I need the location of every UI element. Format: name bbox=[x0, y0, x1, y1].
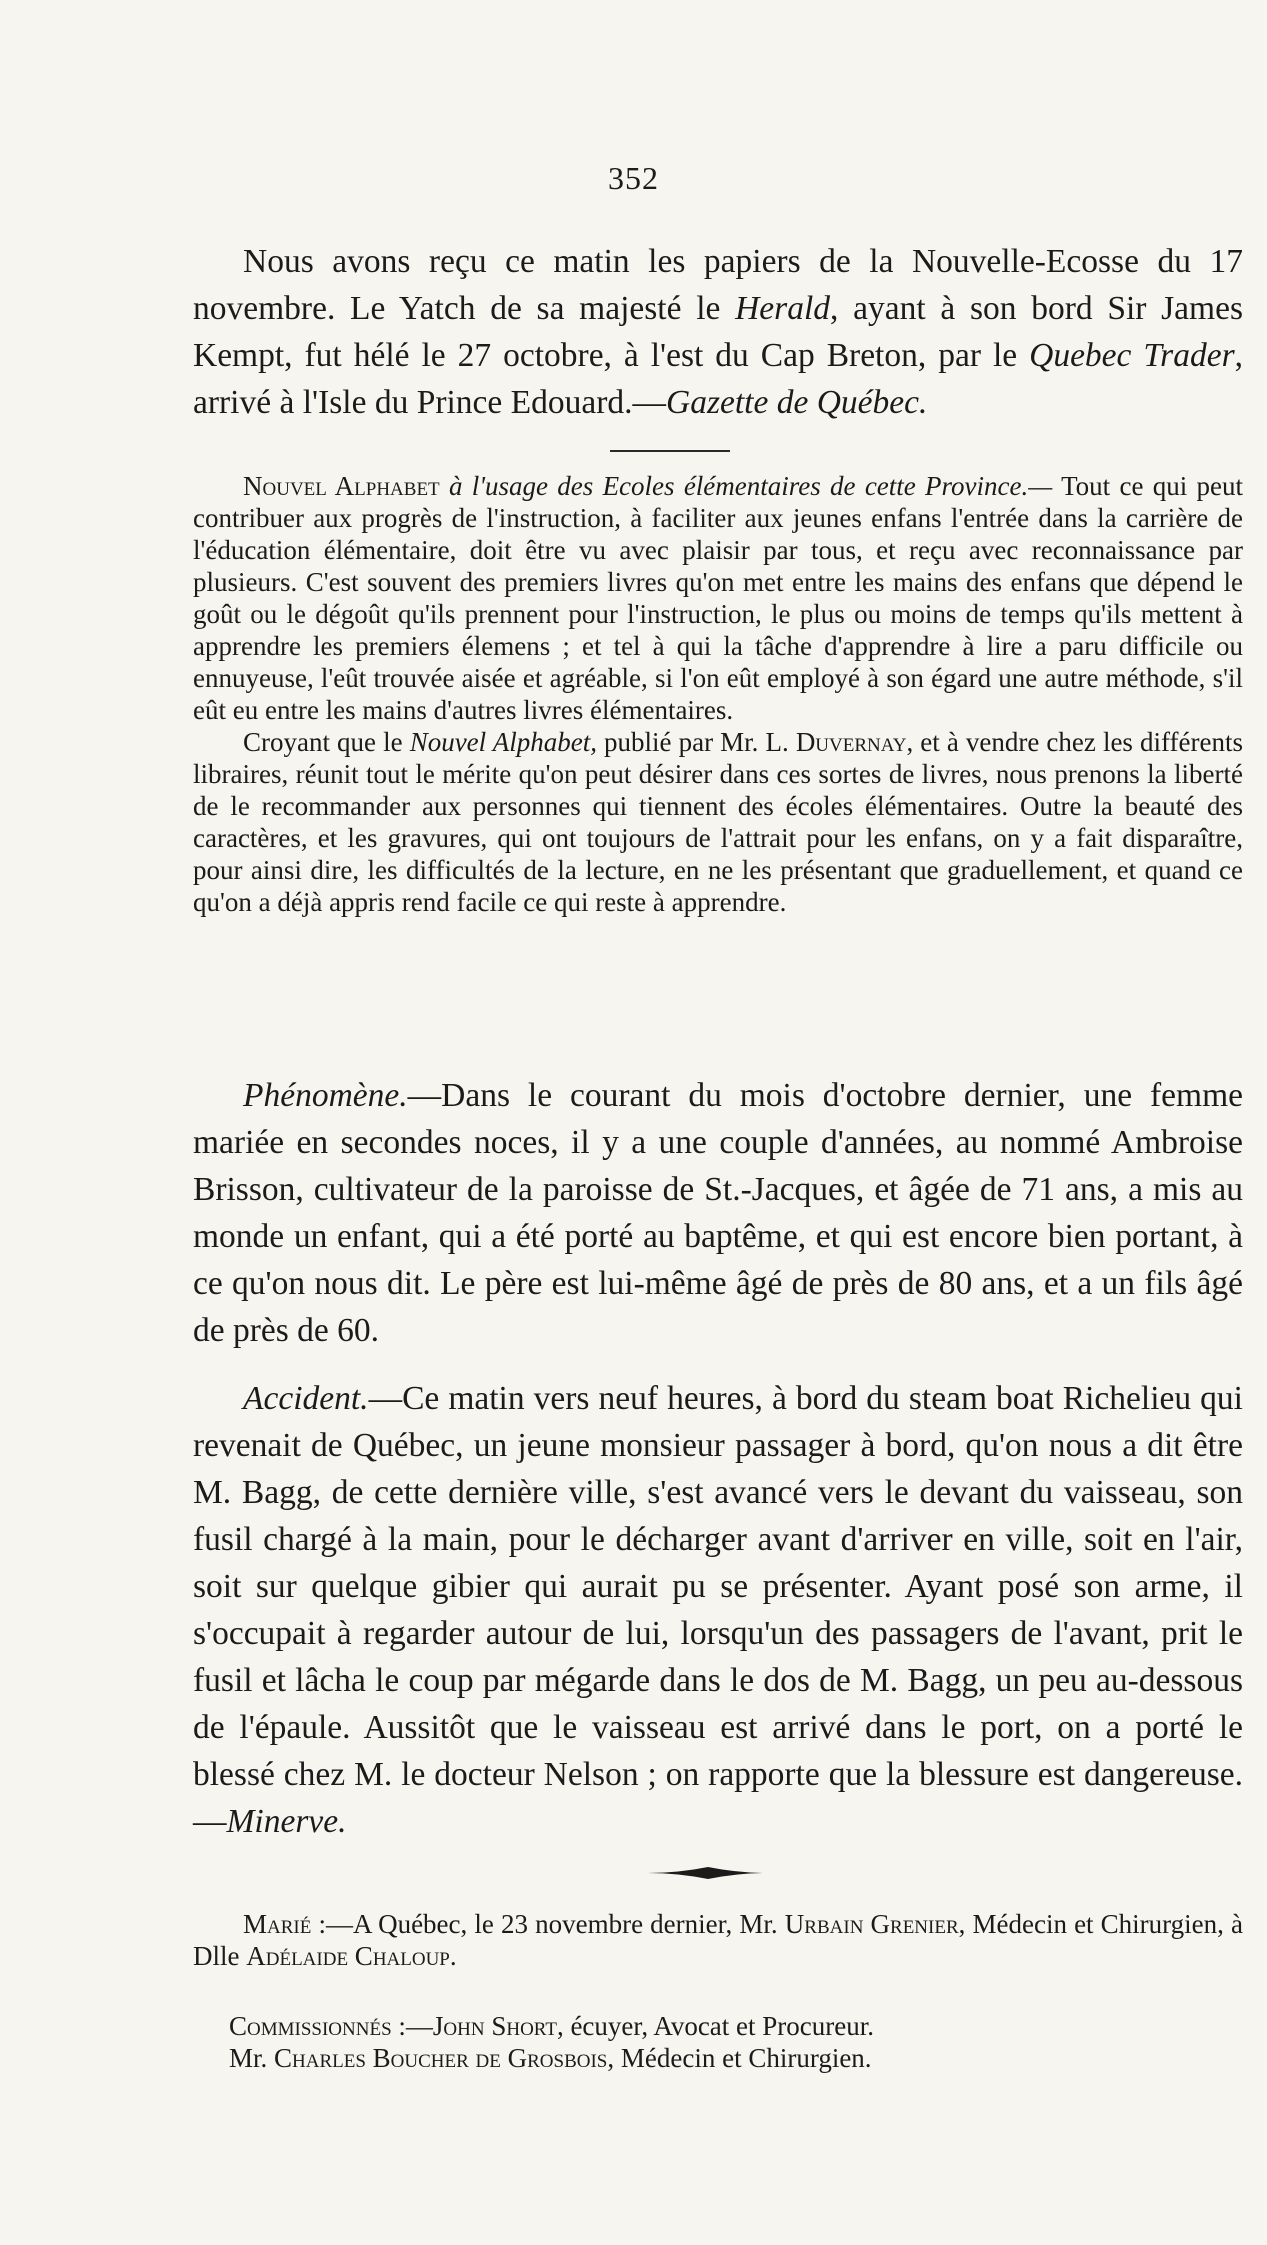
alphabet-body-2b: publié par Mr. L. bbox=[596, 727, 796, 757]
news-text-2: , ayant à son bord Sir James Kempt, fut hélé le 27 octobre, à l'est du Cap Breton, par le bbox=[193, 290, 1243, 374]
news-text-3: , arrivé à l'Isle du Prince Edouard.— bbox=[193, 337, 1243, 421]
commissions-label: Commissionnés bbox=[229, 2011, 392, 2041]
commissions-line2-a: Mr. bbox=[229, 2043, 275, 2073]
ship-name-herald: Herald bbox=[735, 290, 830, 327]
alphabet-heading-rest: à l'usage des Ecoles élémentaires de cette Province.— bbox=[439, 471, 1053, 501]
groom-name: Urbain Grenier, bbox=[784, 1909, 966, 1939]
marriage-notice bbox=[193, 1908, 1243, 1972]
bride-name: Adélaide Chaloup. bbox=[246, 1941, 457, 1971]
section-rule bbox=[610, 450, 730, 452]
source-gazette: Gazette de Québec. bbox=[666, 384, 928, 421]
alphabet-notice bbox=[193, 470, 1243, 918]
phenomene-article bbox=[193, 1072, 1243, 1354]
publisher-name: Duvernay, bbox=[795, 727, 914, 757]
page-number: 352 bbox=[608, 160, 659, 196]
accident-label: Accident. bbox=[243, 1380, 369, 1417]
alphabet-para-2 bbox=[193, 726, 1243, 918]
news-text: Nous avons reçu ce matin les papiers de la Nouvelle-Ecosse du 17 novembre. Le Yatch de sa majesté le bbox=[193, 243, 1243, 327]
alphabet-book-title: Nouvel Alphabet, bbox=[409, 727, 597, 757]
news-nouvelle-ecosse bbox=[193, 238, 1243, 426]
commissioned-name-1: John Short, bbox=[432, 2011, 564, 2041]
commissions-line2-b: Médecin et Chirurgien. bbox=[614, 2043, 872, 2073]
ornament-divider bbox=[648, 1865, 768, 1881]
source-minerve: Minerve. bbox=[226, 1803, 347, 1840]
alphabet-body-1: Tout ce qui peut contribuer aux progrès de l'instruction, à faciliter aux jeunes enfans l'entrée dans la carrière de l'éducation élémentaire, doit être vu avec plaisir par tous, et reçu avec reconnaissance par plusieurs. C'est souvent des premiers livres qu'on met entre les mains des enfans que dépend le goût ou le dégoût qu'ils prennent pour l'instruction, le plus ou moins de temps qu'ils mettent à apprendre les premiers élemens ; et tel à qui la tâche d'apprendre à lire a paru difficile ou ennuyeuse, l'eût trouvée aisée et agréable, si l'on eût employé à son égard une autre méthode, s'il eût eu entre les mains d'autres livres élémentaires. bbox=[193, 471, 1243, 725]
commissioned-name-2: Charles Boucher de Grosbois, bbox=[274, 2043, 615, 2073]
marriage-text-b: Médecin et Chirurgien, à Dlle bbox=[193, 1909, 1244, 1971]
news-paragraph bbox=[193, 238, 1243, 426]
accident-text: —Ce matin vers neuf heures, à bord du steam boat Richelieu qui revenait de Québec, un jeune monsieur passager à bord, qu'on nous a dit être M. Bagg, de cette dernière ville, s'est avancé vers le devant du vaisseau, son fusil chargé à la main, pour le décharger avant d'arriver en ville, soit en l'air, soit sur quelque gibier qui aurait pu se présenter. Ayant posé son arme, il s'occupait à regarder autour de lui, lorsqu'un des passagers de l'avant, prit le fusil et lâcha le coup par mégarde dans le dos de M. Bagg, un peu au-dessous de l'épaule. Aussitôt que le vaisseau est arrivé dans le port, on a porté le blessé chez M. le docteur Nelson ; on rapporte que la blessure est dangereuse.— bbox=[193, 1380, 1243, 1840]
alphabet-body-2c: et à vendre chez les différents libraires, réunit tout le mérite qu'on peut désirer dans ces sortes de livres, nous prenons la liberté de le recommander aux personnes qui tiennent des écoles élémentaires. Outre la beauté des caractères, et les gravures, qui ont toujours de l'attrait pour les enfans, on y a fait disparaître, pour ainsi dire, les difficultés de la lecture, en ne les présentant que graduellement, et quand ce qu'on a déjà appris rend facile ce qui reste à apprendre. bbox=[193, 727, 1243, 917]
ship-name-quebec-trader: Quebec Trader bbox=[1029, 337, 1235, 374]
commissions-line-1 bbox=[193, 2010, 1243, 2042]
accident-paragraph bbox=[193, 1375, 1243, 1845]
marriage-paragraph bbox=[193, 1908, 1243, 1972]
alphabet-heading: Nouvel Alphabet bbox=[243, 471, 440, 501]
commissions-notice bbox=[193, 2010, 1243, 2074]
alphabet-para-1 bbox=[193, 470, 1243, 726]
marriage-text-a: :—A Québec, le 23 novembre dernier, Mr. bbox=[311, 1909, 785, 1939]
commissions-text-b: écuyer, Avocat et Procureur. bbox=[563, 2011, 874, 2041]
phenomene-text: —Dans le courant du mois d'octobre dernier, une femme mariée en secondes noces, il y a une couple d'années, au nommé Ambroise Brisson, cultivateur de la paroisse de St.-Jacques, et âgée de 71 ans, a mis au monde un enfant, qui a été porté au baptême, et qui est encore bien portant, à ce qu'on nous dit. Le père est lui-même âgé de près de 80 ans, et a un fils âgé de près de 60. bbox=[193, 1077, 1243, 1349]
alphabet-body-2a: Croyant que le bbox=[243, 727, 410, 757]
accident-article bbox=[193, 1375, 1243, 1845]
commissions-text-a: :— bbox=[391, 2011, 433, 2041]
commissions-line-2 bbox=[193, 2042, 1243, 2074]
phenomene-label: Phénomène. bbox=[243, 1077, 408, 1114]
marriage-label: Marié bbox=[243, 1909, 312, 1939]
phenomene-paragraph bbox=[193, 1072, 1243, 1354]
